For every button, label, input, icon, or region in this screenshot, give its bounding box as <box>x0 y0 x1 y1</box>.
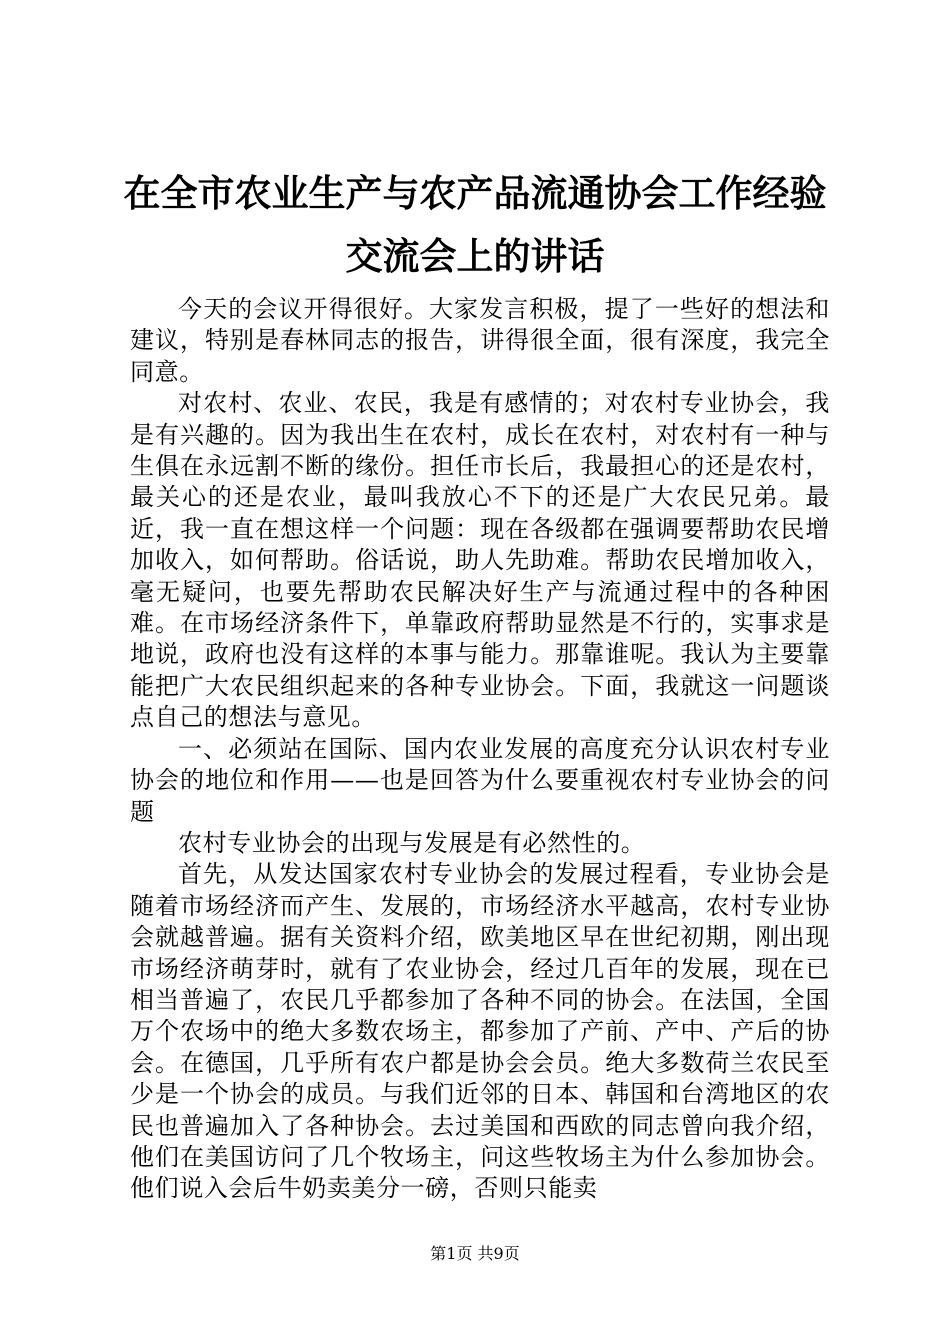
page-number-footer: 第1页 共9页 <box>430 1244 520 1263</box>
section-heading-1: 一、必须站在国际、国内农业发展的高度充分认识农村专业协会的地位和作用——也是回答为什么要重视农村专业协会的问题 <box>130 734 830 826</box>
paragraph-opening: 今天的会议开得很好。大家发言积极，提了一些好的想法和建议，特别是春林同志的报告，讲得很全面，很有深度，我完全同意。 <box>130 295 830 386</box>
paragraph-first-point: 首先，从发达国家农村专业协会的发展过程看，专业协会是随着市场经济而产生、发展的，市场经济水平越高，农村专业协会就越普遍。据有关资料介绍，欧美地区早在世纪初期，刚出现市场经济萌芽时，就有了农业协会，经过几百年的发展，现在已相当普遍了，农民几乎都参加了各种不同的协会。在法国，全国万个农场中的绝大多数农场主，都参加了产前、产中、产后的协会。在德国，几乎所有农户都是协会会员。绝大多数荷兰农民至少是一个协会的成员。与我们近邻的日本、韩国和台湾地区的农民也普遍加入了各种协会。去过美国和西欧的同志曾向我介绍，他们在美国访问了几个牧场主，问这些牧场主为什么参加协会。他们说入会后牛奶卖美分一磅，否则只能卖 <box>130 860 830 1203</box>
document-body <box>130 294 830 1205</box>
paragraph-necessity: 农村专业协会的出现与发展是有必然性的。 <box>178 828 646 857</box>
paragraph-feelings: 对农村、农业、农民，我是有感情的；对农村专业协会，我是有兴趣的。因为我出生在农村，成长在农村，对农村有一种与生俱在永远割不断的缘份。担任市长后，我最担心的还是农村，最关心的还是农业，最叫我放心不下的还是广大农民兄弟。最近，我一直在想这样一个问题：现在各级都在强调要帮助农民增加收入，如何帮助。俗话说，助人先助难。帮助农民增加收入，毫无疑问，也要先帮助农民解决好生产与流通过程中的各种困难。在市场经济条件下，单靠政府帮助显然是不行的，实事求是地说，政府也没有这样的本事与能力。那靠谁呢。我认为主要靠能把广大农民组织起来的各种专业协会。下面，我就这一问题谈点自己的想法与意见。 <box>130 389 830 732</box>
document-title: 在全市农业生产与农产品流通协会工作经验交流会上的讲话 <box>123 171 827 278</box>
